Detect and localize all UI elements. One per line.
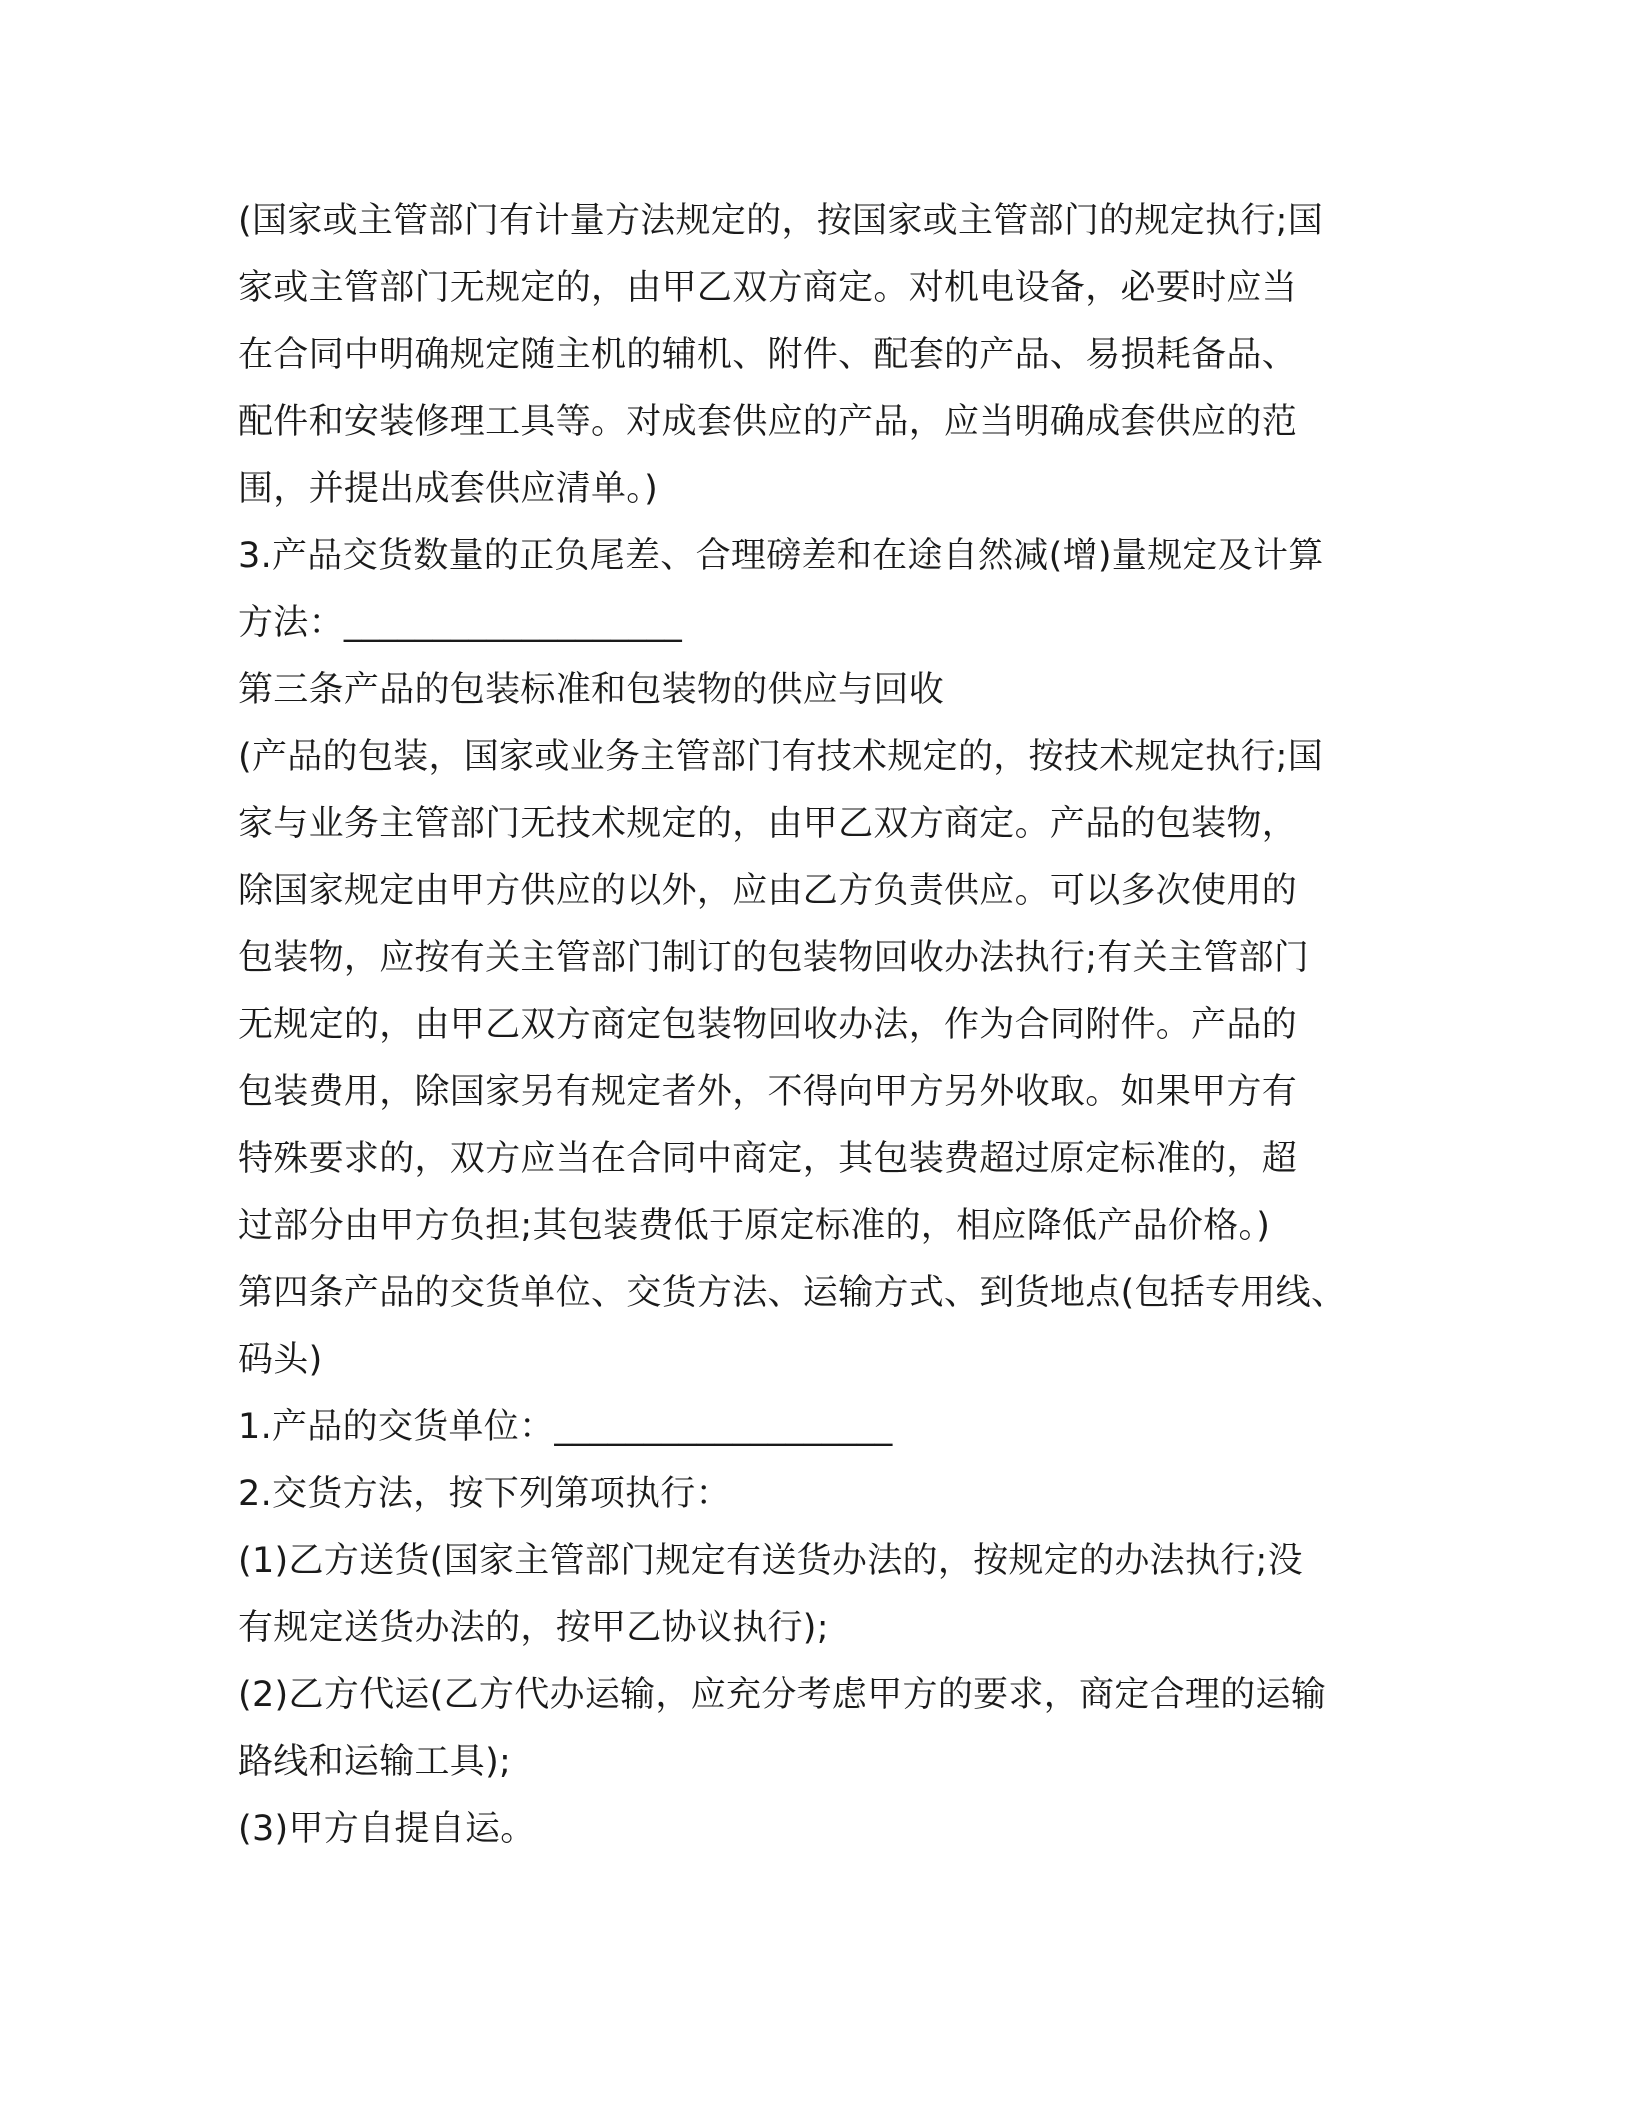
text-line: 无规定的，由甲乙双方商定包装物回收办法，作为合同附件。产品的 xyxy=(238,1005,1298,1045)
text-line: 有规定送货办法的，按甲乙协议执行); xyxy=(238,1608,829,1648)
fill-in-line: 1.产品的交货单位：___________________ xyxy=(238,1407,893,1447)
article-heading: 第四条产品的交货单位、交货方法、运输方式、到货地点(包括专用线、 xyxy=(238,1273,1347,1313)
text-line: 在合同中明确规定随主机的辅机、附件、配套的产品、易损耗备品、 xyxy=(238,335,1298,375)
text-line: 包装费用，除国家另有规定者外，不得向甲方另外收取。如果甲方有 xyxy=(238,1072,1298,1112)
document-body xyxy=(238,188,1398,1863)
article-heading: 第三条产品的包装标准和包装物的供应与回收 xyxy=(238,670,945,710)
text-line: 除国家规定由甲方供应的以外，应由乙方负责供应。可以多次使用的 xyxy=(238,871,1298,911)
text-line: (产品的包装，国家或业务主管部门有技术规定的，按技术规定执行;国 xyxy=(238,737,1324,777)
option-item: (3)甲方自提自运。 xyxy=(238,1809,536,1849)
text-line: 过部分由甲方负担;其包装费低于原定标准的，相应降低产品价格。) xyxy=(238,1206,1271,1246)
option-item: (1)乙方送货(国家主管部门规定有送货办法的，按规定的办法执行;没 xyxy=(238,1541,1303,1581)
article-heading-continued: 码头) xyxy=(238,1340,323,1380)
text-line: 路线和运输工具); xyxy=(238,1742,512,1782)
fill-in-line: 方法：___________________ xyxy=(238,603,683,643)
text-line: 家或主管部门无规定的，由甲乙双方商定。对机电设备，必要时应当 xyxy=(238,268,1298,308)
clause-item: 3.产品交货数量的正负尾差、合理磅差和在途自然减(增)量规定及计算 xyxy=(238,536,1324,576)
text-line: 家与业务主管部门无技术规定的，由甲乙双方商定。产品的包装物， xyxy=(238,804,1298,844)
text-line: 围，并提出成套供应清单。) xyxy=(238,469,659,509)
option-item: (2)乙方代运(乙方代办运输，应充分考虑甲方的要求，商定合理的运输 xyxy=(238,1675,1327,1715)
text-line: (国家或主管部门有计量方法规定的，按国家或主管部门的规定执行;国 xyxy=(238,201,1324,241)
text-line: 配件和安装修理工具等。对成套供应的产品，应当明确成套供应的范 xyxy=(238,402,1298,442)
clause-item: 2.交货方法，按下列第项执行： xyxy=(238,1474,731,1514)
text-line: 包装物，应按有关主管部门制订的包装物回收办法执行;有关主管部门 xyxy=(238,938,1310,978)
text-line: 特殊要求的，双方应当在合同中商定，其包装费超过原定标准的，超 xyxy=(238,1139,1298,1179)
